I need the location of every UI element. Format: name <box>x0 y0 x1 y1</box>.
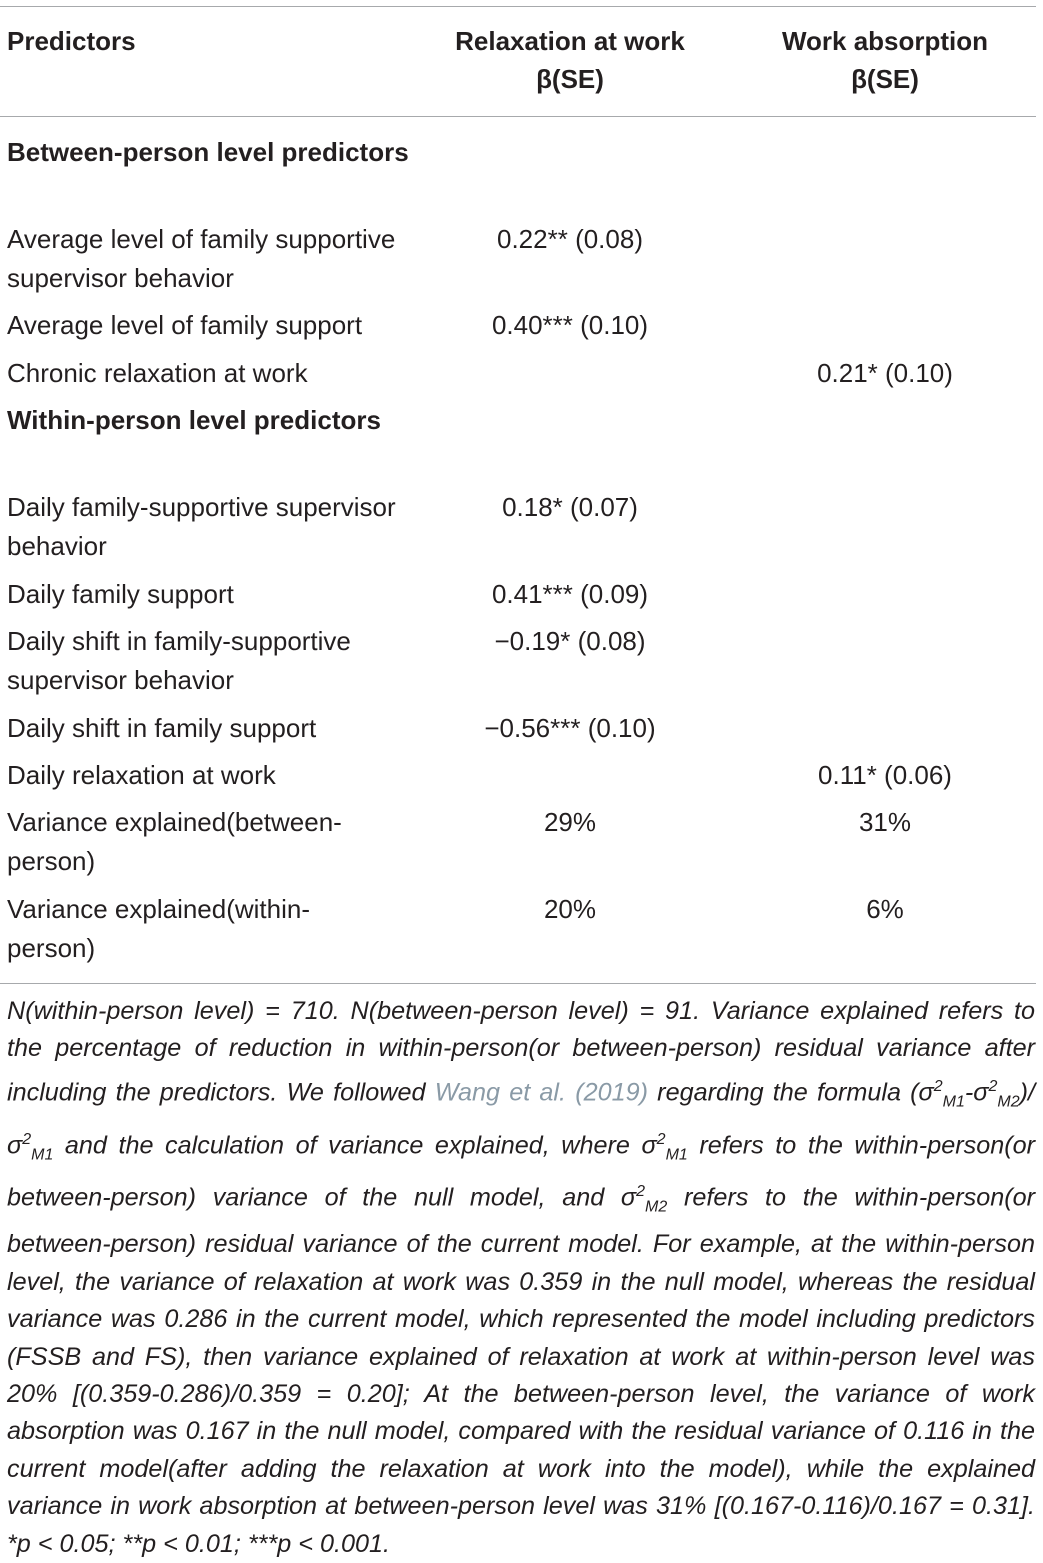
row-relax-value: 20% <box>543 894 597 924</box>
subscript: M2 <box>997 1093 1020 1111</box>
table-footnote <box>7 993 1035 1563</box>
header-rule <box>0 116 1036 117</box>
row-absorb-value: 6% <box>866 894 904 924</box>
row-label: Daily relaxation at work <box>7 760 276 790</box>
row-relax-value: 0.40*** (0.10) <box>491 310 649 340</box>
header-absorption-stat: β(SE) <box>851 64 919 94</box>
superscript: 2 <box>656 1130 666 1148</box>
section-within-person: Within-person level predictors <box>7 405 381 435</box>
superscript: 2 <box>22 1130 32 1148</box>
superscript: 2 <box>933 1077 943 1095</box>
row-label: Variance explained(within-person) <box>7 894 311 963</box>
row-label: Average level of family support <box>7 310 363 340</box>
row-relax-value: 29% <box>543 807 597 837</box>
header-relaxation-title: Relaxation at work <box>455 26 685 56</box>
row-relax-value: 0.41*** (0.09) <box>491 579 649 609</box>
header-absorption-title: Work absorption <box>781 26 989 56</box>
row-label: Daily family-supportive supervisor behavior <box>7 492 396 561</box>
row-label: Daily shift in family-supportive supervisor behavior <box>7 626 351 695</box>
row-relax-value: −0.56*** (0.10) <box>484 713 656 743</box>
subscript: M1 <box>31 1146 54 1164</box>
subscript: M1 <box>665 1146 688 1164</box>
footnote-text: -σ <box>964 1078 989 1107</box>
row-relax-value: −0.19* (0.08) <box>494 626 646 656</box>
row-relax-value: 0.22** (0.08) <box>497 224 643 254</box>
subscript: M1 <box>942 1093 965 1111</box>
row-label: Variance explained(between-person) <box>7 807 342 876</box>
superscript: 2 <box>636 1183 646 1201</box>
subscript: M2 <box>645 1198 668 1216</box>
row-label: Daily shift in family support <box>7 713 317 743</box>
footnote-text: and the calculation of variance explained, where σ <box>53 1131 657 1160</box>
top-rule <box>0 6 1036 7</box>
superscript: 2 <box>988 1077 998 1095</box>
row-label: Daily family support <box>7 579 234 609</box>
header-relaxation <box>420 22 720 98</box>
row-absorb-value: 31% <box>858 807 912 837</box>
footnote-text: refers to the within-person(or between-person) variance of the null model, and σ <box>7 1131 1035 1212</box>
row-label: Chronic relaxation at work <box>7 358 308 388</box>
row-absorb-value: 0.21* (0.10) <box>817 358 953 388</box>
footnote-text: )/σ <box>7 1078 1035 1160</box>
footnote-text: N(within-person level) = 710. N(between-person level) = 91. Variance explained refers to the percentage of reduction in within-person(or between-person) residual variance after including the predictors. We followed <box>7 997 1035 1107</box>
section-between-person: Between-person level predictors <box>7 137 409 167</box>
row-label: Average level of family supportive supervisor behavior <box>7 224 396 293</box>
row-relax-value: 0.18* (0.07) <box>502 492 638 522</box>
header-relaxation-stat: β(SE) <box>536 64 604 94</box>
citation-link[interactable]: Wang et al. (2019) <box>434 1078 648 1107</box>
row-absorb-value: 0.11* (0.06) <box>818 760 952 790</box>
header-absorption <box>735 22 1035 98</box>
footnote-text: refers to the within-person(or between-person) residual variance of the current model. For example, at the within-person level, the variance of relaxation at work was 0.359 in the null model, whereas the residual variance was 0.286 in the current model, which represented the model including predictors (FSSB and FS), then variance explained of relaxation at work at within-person level was 20% [(0.359-0.286)/0.359 = 0.20]; At the between-person level, the variance of work absorption was 0.167 in the null model, compared with the residual variance of 0.116 in the current model(after adding the relaxation at work into the model), while the explained variance in work absorption at between-person level was 31% [(0.167-0.116)/0.167 = 0.31]. *p < 0.05; **p < 0.01; ***p < 0.001. <box>7 1183 1035 1558</box>
header-predictors: Predictors <box>7 26 136 56</box>
bottom-rule <box>0 983 1036 984</box>
footnote-text: regarding the formula (σ <box>648 1078 934 1107</box>
